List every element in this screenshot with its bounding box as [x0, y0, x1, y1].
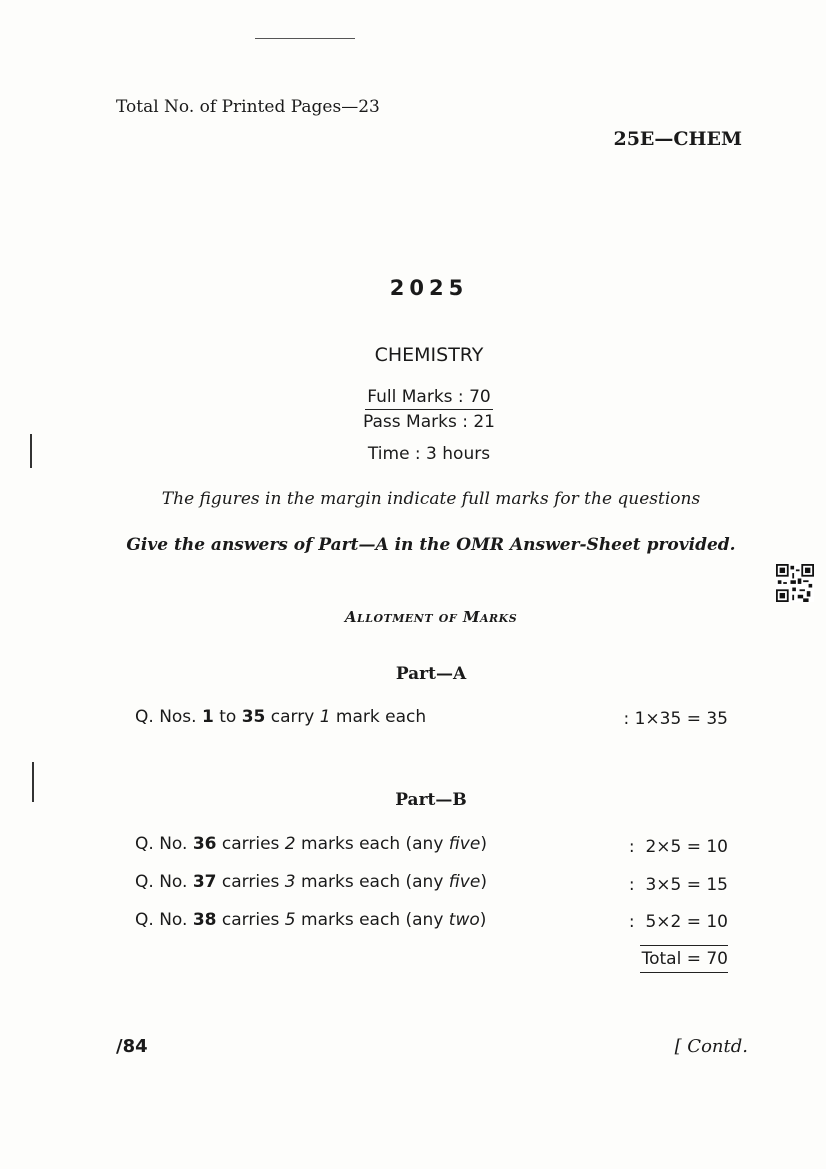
row-text: carries: [216, 910, 285, 930]
row-qno-start: 1: [201, 707, 214, 727]
part-a-calc: : 1×35 = 35: [623, 709, 728, 729]
row-text: Q. No.: [135, 910, 193, 930]
row-choice: five: [448, 872, 481, 892]
top-rule: [255, 38, 355, 39]
calc-value: 3×5 = 15: [645, 875, 728, 895]
continued-label: [ Contd.: [674, 1036, 748, 1057]
row-qno-end: 35: [241, 707, 266, 727]
row-text: carries: [216, 834, 285, 854]
printed-pages-count: Total No. of Printed Pages—23: [116, 97, 380, 117]
part-b-row: [135, 834, 487, 854]
row-text: carries: [216, 872, 285, 892]
row-text: marks each (any: [295, 834, 449, 854]
calc-value: 2×5 = 10: [645, 837, 728, 857]
row-marks: 2: [284, 834, 296, 854]
footer-code: /84: [116, 1036, 148, 1057]
row-text: marks each (any: [295, 910, 449, 930]
exam-time: Time : 3 hours: [367, 444, 491, 464]
qr-code-icon: [776, 564, 814, 602]
row-text: ): [479, 910, 487, 930]
row-text: to: [213, 707, 242, 727]
calc-value: 5×2 = 10: [645, 912, 728, 932]
paper-code: 25E—CHEM: [613, 128, 742, 150]
row-text: ): [480, 872, 487, 892]
total-marks: Total = 70: [640, 945, 728, 973]
row-qno: 36: [192, 834, 217, 854]
row-text: mark each: [330, 707, 427, 727]
row-marks: 5: [284, 910, 296, 930]
row-choice: two: [448, 910, 480, 930]
row-text: Q. No.: [135, 872, 193, 892]
row-qno: 38: [192, 910, 217, 930]
part-a-row: [135, 707, 426, 727]
row-text: Q. Nos.: [135, 707, 202, 727]
row-qno: 37: [192, 872, 217, 892]
full-marks-text: Full Marks : 70: [365, 387, 492, 410]
row-text: carry: [265, 707, 320, 727]
exam-year: 2025: [389, 276, 469, 300]
margin-mark: [30, 434, 32, 468]
full-marks: [0, 387, 826, 410]
allotment-heading: Allotment of Marks: [344, 608, 518, 626]
pass-marks: Pass Marks : 21: [363, 412, 495, 432]
part-b-calc: : 3×5 = 15: [628, 875, 728, 895]
part-b-title: Part—B: [395, 790, 467, 810]
part-b-row: [135, 872, 487, 892]
row-marks: 1: [319, 707, 331, 727]
part-a-title: Part—A: [395, 664, 467, 684]
row-text: ): [480, 834, 487, 854]
row-text: marks each (any: [295, 872, 449, 892]
row-choice: five: [448, 834, 481, 854]
part-b-row: [135, 910, 486, 930]
row-text: Q. No.: [135, 834, 193, 854]
part-b-calc: : 2×5 = 10: [628, 837, 728, 857]
omr-instruction: Give the answers of Part—A in the OMR Answer-Sheet provided.: [126, 535, 736, 555]
row-marks: 3: [284, 872, 296, 892]
margin-mark: [32, 762, 34, 802]
subject-title: CHEMISTRY: [374, 344, 484, 366]
part-b-calc: : 5×2 = 10: [628, 912, 728, 932]
calc-value: 1×35 = 35: [634, 709, 728, 729]
margin-note: The figures in the margin indicate full marks for the questions: [161, 489, 701, 509]
